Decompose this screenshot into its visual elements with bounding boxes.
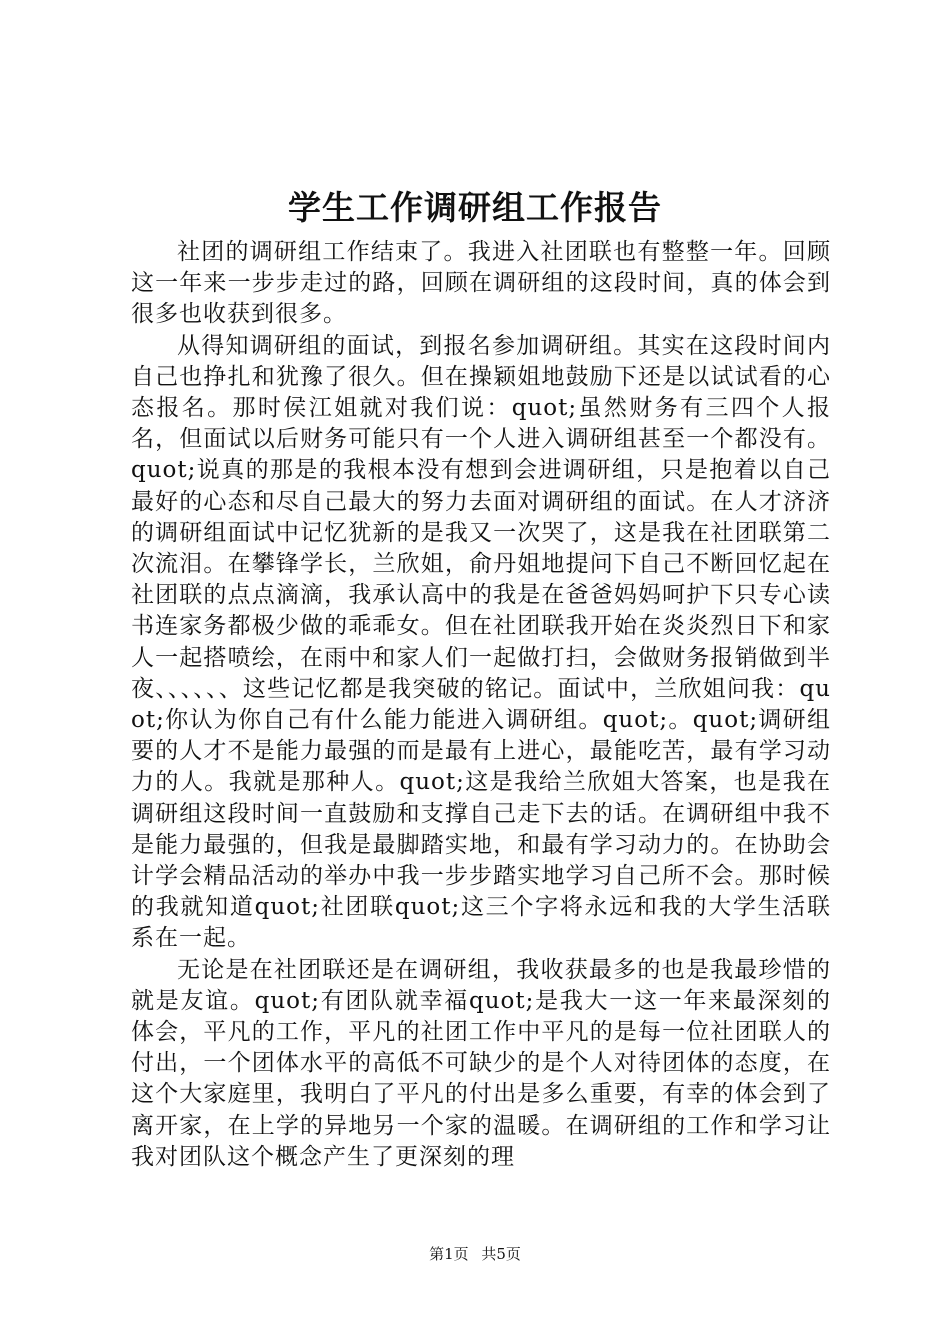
paragraph-3: 无论是在社团联还是在调研组，我收获最多的也是我最珍惜的就是友谊。quot;有团队就幸福quot;是我大一这一年来最深刻的体会，平凡的工作，平凡的社团工作中平凡的是每一位社团联人的付出，一个团体水平的高低不可缺少的是个人对待团体的态度，在这个大家庭里，我明白了平凡的付出是多么重要，有幸的体会到了离开家，在上学的异地另一个家的温暖。在调研组的工作和学习让我对团队这个概念产生了更深刻的理 (131, 956, 831, 1170)
page-number: 第1页 (429, 1245, 469, 1263)
document-title: 学生工作调研组工作报告 (288, 188, 662, 227)
document-body (131, 237, 831, 1173)
page-total: 共5页 (481, 1245, 521, 1263)
paragraph-2: 从得知调研组的面试，到报名参加调研组。其实在这段时间内自己也挣扎和犹豫了很久。但在操颖姐地鼓励下还是以试试看的心态报名。那时侯江姐就对我们说：quot;虽然财务有三四个人报名，但面试以后财务可能只有一个人进入调研组甚至一个都没有。quot;说真的那是的我根本没有想到会进调研组，只是抱着以自己最好的心态和尽自己最大的努力去面对调研组的面试。在人才济济的调研组面试中记忆犹新的是我又一次哭了，这是我在社团联第二次流泪。在攀锋学长，兰欣姐，俞丹姐地提问下自己不断回忆起在社团联的点点滴滴，我承认高中的我是在爸爸妈妈呵护下只专心读书连家务都极少做的乖乖女。但在社团联我开始在炎炎烈日下和家人一起搭喷绘，在雨中和家人们一起做打扫，会做财务报销做到半夜、、、、、、这些记忆都是我突破的铭记。面试中，兰欣姐问我：quot;你认为你自己有什么能力能进入调研组。quot;。quot;调研组要的人才不是能力最强的而是最有上进心，最能吃苦，最有学习动力的人。我就是那种人。quot;这是我给兰欣姐大答案，也是我在调研组这段时间一直鼓励和支撑自己走下去的话。在调研组中我不是能力最强的，但我是最脚踏实地，和最有学习动力的。在协助会计学会精品活动的举办中我一步步踏实地学习自己所不会。那时候的我就知道quot;社团联quot;这三个字将永远和我的大学生活联系在一起。 (131, 332, 831, 952)
paragraph-1: 社团的调研组工作结束了。我进入社团联也有整整一年。回顾这一年来一步步走过的路，回顾在调研组的这段时间，真的体会到很多也收获到很多。 (131, 239, 831, 328)
page-footer (0, 1244, 950, 1264)
